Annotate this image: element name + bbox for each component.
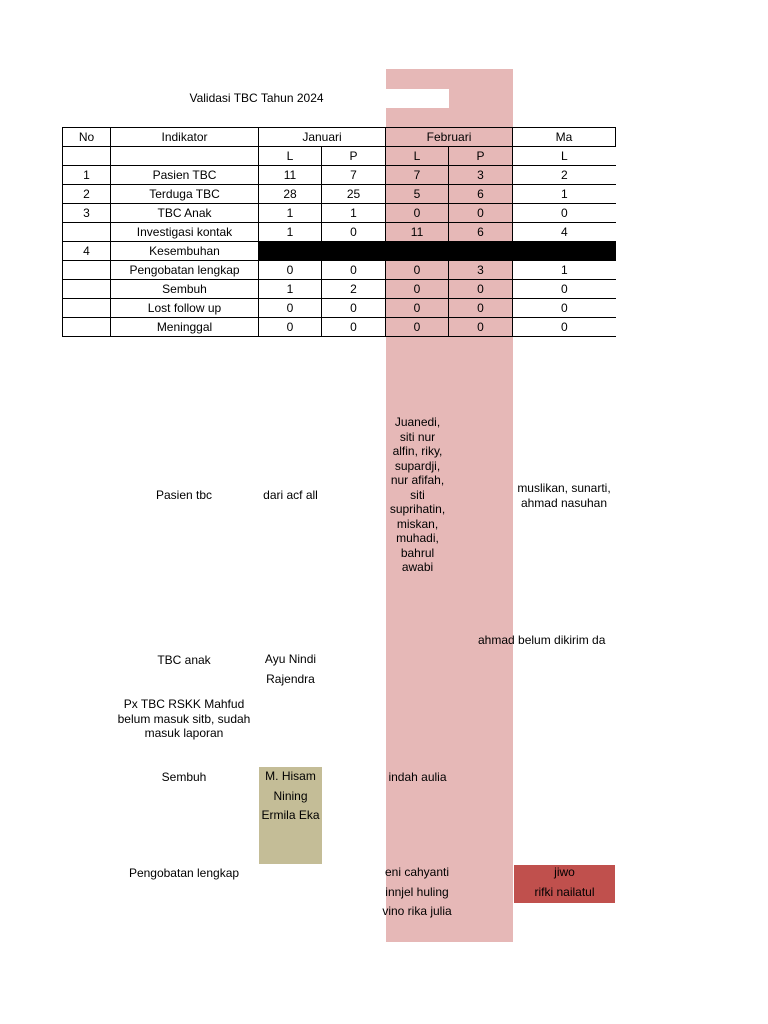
validation-table [62,127,616,337]
cell-feb-l: 0 [386,318,449,337]
cell-mar-l: 1 [513,185,616,204]
note-ahmad: ahmad belum dikirim da [478,633,606,647]
note-px-rskk: Px TBC RSKK Mahfud belum masuk sitb, sudah masuk laporan [117,697,251,740]
cell-jan-p: 1 [322,204,386,223]
table-row [63,185,616,204]
header-jan-p: P [322,147,386,166]
cell-jan-p: 0 [322,318,386,337]
cell-feb-l: 5 [386,185,449,204]
cell-label: Terduga TBC [111,185,259,204]
cell-feb-l: 0 [386,280,449,299]
cell-jan-l: 0 [259,318,322,337]
table-row [63,204,616,223]
cell-label: Pasien TBC [111,166,259,185]
cell-feb-p: 6 [449,185,513,204]
table-row [63,166,616,185]
cell-feb-l: 11 [386,223,449,242]
cell-no: 3 [63,204,111,223]
cell-mar-l: 0 [513,280,616,299]
cell-jan-l: 1 [259,223,322,242]
note-sembuh-januari: M. Hisam Nining Ermila Eka [261,769,320,822]
table-row [63,280,616,299]
sheet-title: Validasi TBC Tahun 2024 [189,91,324,105]
title-white-cell [386,89,449,108]
cell-feb-p: 0 [449,204,513,223]
cell-feb-p: 0 [449,280,513,299]
note-tbc-anak-label: TBC anak [157,653,211,667]
header-row-gender [63,147,616,166]
cell-no: 4 [63,242,111,261]
header-jan-l: L [259,147,322,166]
cell-no: 1 [63,166,111,185]
cell-feb-l: 7 [386,166,449,185]
cell-label: Sembuh [111,280,259,299]
cell-jan-l: 1 [259,204,322,223]
cell-jan-l: 0 [259,261,322,280]
cell-mar-l: 0 [513,299,616,318]
cell-mar-l: 2 [513,166,616,185]
cell-no [63,318,111,337]
cell-label: TBC Anak [111,204,259,223]
kesembuhan-black-bar [259,242,616,261]
note-pengobatan-februari: eni cahyanti innjel huling vino rika julia [382,865,452,918]
header-februari: Februari [386,128,513,147]
cell-feb-p: 6 [449,223,513,242]
table-row [63,318,616,337]
cell-jan-p: 0 [322,261,386,280]
cell-feb-l: 0 [386,261,449,280]
cell-feb-p: 0 [449,299,513,318]
note-sembuh-label: Sembuh [161,770,207,784]
note-pasien-tbc-januari: dari acf all [263,488,318,502]
header-feb-p: P [449,147,513,166]
cell-feb-p: 3 [449,166,513,185]
note-pasien-tbc-februari: Juanedi, siti nur alfin, riky, supardji, nur afifah, siti suprihatin, miskan, muhadi, bahrul awabi [389,415,446,574]
header-blank [63,147,111,166]
header-blank [111,147,259,166]
header-mar-l: L [513,147,616,166]
table-row [63,223,616,242]
cell-feb-l: 0 [386,204,449,223]
cell-mar-l: 4 [513,223,616,242]
cell-jan-p: 0 [322,223,386,242]
table-row [63,299,616,318]
cell-jan-l: 0 [259,299,322,318]
cell-feb-p: 3 [449,261,513,280]
cell-jan-p: 7 [322,166,386,185]
cell-jan-p: 0 [322,299,386,318]
note-sembuh-februari: indah aulia [388,770,447,784]
cell-jan-l: 11 [259,166,322,185]
cell-label: Meninggal [111,318,259,337]
header-januari: Januari [259,128,386,147]
cell-mar-l: 0 [513,318,616,337]
cell-jan-p: 2 [322,280,386,299]
cell-label: Investigasi kontak [111,223,259,242]
note-tbc-anak-januari: Ayu Nindi Rajendra [264,652,317,686]
note-pasien-tbc-maret: muslikan, sunarti, ahmad nasuhan [517,481,611,510]
cell-feb-p: 0 [449,318,513,337]
cell-no [63,223,111,242]
note-pasien-tbc-label: Pasien tbc [155,488,213,502]
header-feb-l: L [386,147,449,166]
cell-no: 2 [63,185,111,204]
cell-mar-l: 0 [513,204,616,223]
header-no: No [63,128,111,147]
note-pengobatan-label: Pengobatan lengkap [128,866,240,880]
cell-no [63,261,111,280]
cell-label: Kesembuhan [111,242,259,261]
cell-no [63,280,111,299]
cell-label: Lost follow up [111,299,259,318]
cell-jan-l: 1 [259,280,322,299]
cell-jan-p: 25 [322,185,386,204]
cell-label: Pengobatan lengkap [111,261,259,280]
table-row [63,242,616,261]
table-row [63,261,616,280]
header-indikator: Indikator [111,128,259,147]
cell-no [63,299,111,318]
cell-feb-l: 0 [386,299,449,318]
header-row-months [63,128,616,147]
header-maret: Ma [513,128,616,147]
cell-mar-l: 1 [513,261,616,280]
note-pengobatan-maret: jiwo rifki nailatul [534,865,595,899]
cell-jan-l: 28 [259,185,322,204]
